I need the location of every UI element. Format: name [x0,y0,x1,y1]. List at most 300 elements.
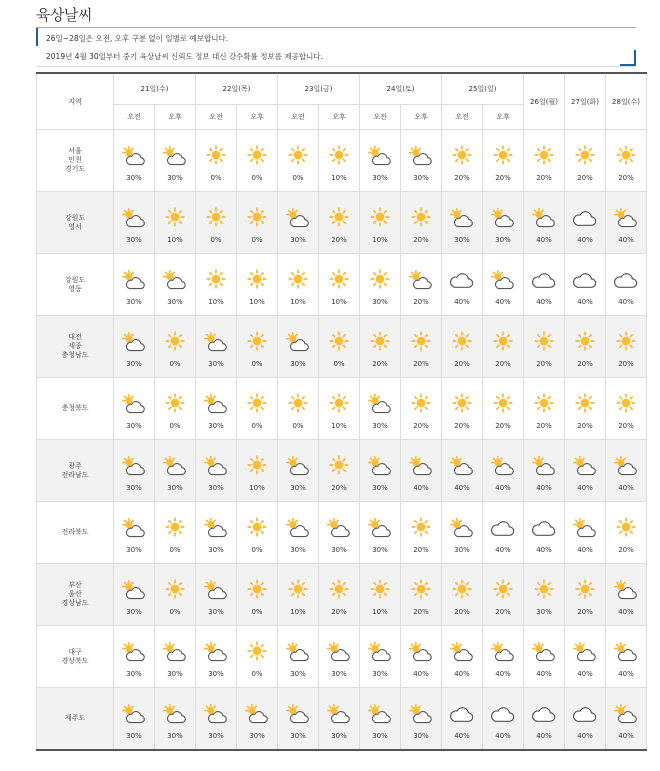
region-label: 광주 [68,461,82,470]
sunny-icon [329,455,349,475]
precip-probability: 40% [618,670,634,678]
precip-probability: 20% [413,546,429,554]
precip-probability: 20% [536,360,552,368]
sunny-icon [616,331,636,351]
forecast-cell [606,502,647,564]
partly-cloudy-icon [122,517,146,539]
forecast-cell [524,440,565,502]
region-name [37,378,114,440]
day-header: 26일(월) [524,73,565,130]
partly-cloudy-icon [204,641,228,663]
pm-header: 오후 [401,105,442,130]
partly-cloudy-icon [491,455,515,477]
region-label: 강원도 [64,213,86,222]
sunny-icon [575,393,595,413]
precip-probability: 20% [495,422,511,430]
cloudy-icon [531,517,557,539]
region-name [37,502,114,564]
precip-probability: 40% [577,298,593,306]
forecast-cell [114,378,155,440]
precip-probability: 0% [169,546,181,554]
forecast-cell [606,192,647,254]
sunny-icon [575,331,595,351]
precip-probability: 30% [126,174,142,182]
precip-probability: 30% [167,484,183,492]
forecast-cell [565,130,606,192]
forecast-cell [401,316,442,378]
partly-cloudy-icon [409,145,433,167]
sunny-icon [329,579,349,599]
precip-probability: 40% [454,484,470,492]
sunny-icon [329,331,349,351]
table-row [37,440,647,502]
precip-probability: 40% [577,546,593,554]
partly-cloudy-icon [286,207,310,229]
precip-probability: 10% [249,298,265,306]
forecast-cell [237,564,278,626]
forecast-cell [237,688,278,751]
sunny-icon [493,145,513,165]
precip-probability: 40% [495,732,511,740]
precip-probability: 20% [454,360,470,368]
region-label: 충청남도 [61,351,89,359]
precip-probability: 30% [126,608,142,616]
precip-probability: 20% [413,422,429,430]
precip-probability: 30% [167,732,183,740]
partly-cloudy-icon [368,455,392,477]
forecast-cell [360,254,401,316]
partly-cloudy-icon [368,641,392,663]
sunny-icon [165,331,185,351]
precip-probability: 0% [251,422,263,430]
forecast-cell [196,688,237,751]
partly-cloudy-icon [204,703,228,725]
region-name [37,254,114,316]
precip-probability: 30% [536,608,552,616]
forecast-cell [196,130,237,192]
forecast-cell [155,254,196,316]
notice-box [36,27,636,67]
sunny-icon [534,331,554,351]
precip-probability: 30% [290,236,306,244]
sunny-icon [575,145,595,165]
partly-cloudy-icon [532,207,556,229]
am-header: 오전 [442,105,483,130]
precip-probability: 30% [167,174,183,182]
forecast-cell [483,254,524,316]
sunny-icon [247,393,267,413]
sunny-icon [452,331,472,351]
partly-cloudy-icon [614,455,638,477]
precip-probability: 20% [577,174,593,182]
forecast-cell [319,688,360,751]
pm-header: 오후 [155,105,196,130]
partly-cloudy-icon [245,703,269,725]
precip-probability: 30% [126,298,142,306]
forecast-cell [606,130,647,192]
forecast-cell [278,192,319,254]
precip-probability: 10% [290,298,306,306]
precip-probability: 40% [454,670,470,678]
partly-cloudy-icon [614,703,638,725]
cloudy-icon [531,269,557,291]
partly-cloudy-icon [450,517,474,539]
partly-cloudy-icon [163,703,187,725]
am-header: 오전 [360,105,401,130]
partly-cloudy-icon [573,641,597,663]
forecast-cell [483,688,524,751]
precip-probability: 30% [454,236,470,244]
forecast-cell [442,316,483,378]
forecast-cell [524,564,565,626]
precip-probability: 30% [208,360,224,368]
partly-cloudy-icon [122,393,146,415]
sunny-icon [411,207,431,227]
partly-cloudy-icon [450,207,474,229]
precip-probability: 0% [169,608,181,616]
region-label: 강원도 [64,275,86,284]
partly-cloudy-icon [409,703,433,725]
partly-cloudy-icon [409,641,433,663]
forecast-cell [237,254,278,316]
sunny-icon [247,455,267,475]
table-row [37,130,647,192]
table-row [37,378,647,440]
precip-probability: 0% [292,422,304,430]
precip-probability: 20% [413,608,429,616]
forecast-cell [442,688,483,751]
partly-cloudy-icon [327,517,351,539]
precip-probability: 30% [249,732,265,740]
partly-cloudy-icon [368,393,392,415]
forecast-cell [114,254,155,316]
sunny-icon [206,207,226,227]
precip-probability: 30% [126,732,142,740]
sunny-icon [411,517,431,537]
precip-probability: 40% [495,670,511,678]
partly-cloudy-icon [532,455,556,477]
forecast-cell [360,502,401,564]
sunny-icon [165,207,185,227]
partly-cloudy-icon [327,703,351,725]
forecast-cell [606,440,647,502]
forecast-cell [319,378,360,440]
forecast-cell [483,440,524,502]
precip-probability: 20% [372,360,388,368]
forecast-cell [524,626,565,688]
sunny-icon [247,517,267,537]
day-header: 28일(수) [606,73,647,130]
forecast-cell [155,378,196,440]
precip-probability: 0% [251,546,263,554]
forecast-cell [114,440,155,502]
forecast-cell [565,378,606,440]
sunny-icon [247,331,267,351]
sunny-icon [534,393,554,413]
am-header: 오전 [196,105,237,130]
forecast-cell [606,254,647,316]
forecast-cell [319,254,360,316]
forecast-cell [442,192,483,254]
forecast-cell [237,502,278,564]
sunny-icon [329,393,349,413]
precip-probability: 30% [208,546,224,554]
precip-probability: 20% [618,422,634,430]
precip-probability: 30% [372,484,388,492]
precip-probability: 20% [454,174,470,182]
partly-cloudy-icon [573,455,597,477]
forecast-cell [237,378,278,440]
precip-probability: 10% [208,298,224,306]
precip-probability: 0% [292,174,304,182]
forecast-cell [360,192,401,254]
precip-probability: 30% [495,236,511,244]
cloudy-icon [572,269,598,291]
forecast-cell [278,502,319,564]
forecast-cell [524,254,565,316]
precip-probability: 40% [413,670,429,678]
partly-cloudy-icon [204,517,228,539]
cloudy-icon [490,517,516,539]
precip-probability: 0% [251,670,263,678]
am-header: 오전 [278,105,319,130]
partly-cloudy-icon [163,145,187,167]
precip-probability: 40% [618,236,634,244]
precip-probability: 30% [126,484,142,492]
forecast-cell [565,440,606,502]
partly-cloudy-icon [286,641,310,663]
sunny-icon [493,393,513,413]
forecast-cell [606,316,647,378]
table-row [37,626,647,688]
forecast-cell [483,192,524,254]
forecast-cell [278,564,319,626]
region-name [37,316,114,378]
precip-probability: 0% [333,360,345,368]
forecast-cell [237,192,278,254]
precip-probability: 30% [413,174,429,182]
precip-probability: 30% [290,484,306,492]
precip-probability: 40% [413,484,429,492]
cloudy-icon [572,703,598,725]
partly-cloudy-icon [286,331,310,353]
forecast-cell [524,130,565,192]
table-row [37,502,647,564]
forecast-cell [483,502,524,564]
forecast-cell [155,316,196,378]
day-header: 25일(일) [442,73,524,105]
forecast-cell [319,626,360,688]
region-name [37,440,114,502]
precip-probability: 20% [618,360,634,368]
precip-probability: 40% [536,236,552,244]
sunny-icon [452,579,472,599]
region-label: 서울 [68,147,82,155]
pm-header: 오후 [237,105,278,130]
sunny-icon [616,145,636,165]
region-label: 울산 [68,590,82,598]
forecast-cell [524,378,565,440]
forecast-cell [278,130,319,192]
precip-probability: 20% [454,608,470,616]
precip-probability: 0% [210,236,222,244]
precip-probability: 20% [331,608,347,616]
forecast-cell [565,192,606,254]
am-header: 오전 [114,105,155,130]
forecast-cell [278,316,319,378]
region-label: 부산 [68,581,82,589]
forecast-cell [565,688,606,751]
sunny-icon [206,145,226,165]
forecast-cell [442,502,483,564]
sunny-icon [493,331,513,351]
precip-probability: 40% [495,546,511,554]
cloudy-icon [449,703,475,725]
precip-probability: 20% [331,484,347,492]
cloudy-icon [490,703,516,725]
precip-probability: 40% [577,484,593,492]
precip-probability: 20% [413,236,429,244]
region-label: 영동 [68,284,82,293]
table-row [37,254,647,316]
sunny-icon [452,393,472,413]
region-name [37,626,114,688]
precip-probability: 0% [210,174,222,182]
sunny-icon [247,579,267,599]
sunny-icon [411,393,431,413]
precip-probability: 0% [169,422,181,430]
forecast-cell [114,564,155,626]
precip-probability: 10% [290,608,306,616]
day-header: 22일(목) [196,73,278,105]
precip-probability: 20% [413,360,429,368]
precip-probability: 30% [208,732,224,740]
precip-probability: 10% [372,236,388,244]
precip-probability: 30% [167,670,183,678]
sunny-icon [452,145,472,165]
region-name [37,564,114,626]
precip-probability: 20% [495,608,511,616]
forecast-cell [278,688,319,751]
partly-cloudy-icon [409,455,433,477]
table-row [37,688,647,751]
partly-cloudy-icon [532,641,556,663]
forecast-cell [155,130,196,192]
partly-cloudy-icon [491,269,515,291]
partly-cloudy-icon [122,703,146,725]
sunny-icon [247,269,267,289]
partly-cloudy-icon [204,331,228,353]
forecast-cell [237,626,278,688]
region-name [37,130,114,192]
table-row [37,192,647,254]
region-label: 전라북도 [61,528,89,536]
precip-probability: 40% [536,670,552,678]
partly-cloudy-icon [327,641,351,663]
precip-probability: 30% [126,670,142,678]
sunny-icon [247,641,267,661]
forecast-cell [196,440,237,502]
sunny-icon [247,145,267,165]
forecast-cell [155,502,196,564]
day-header: 24일(토) [360,73,442,105]
region-label: 대전 [68,333,82,341]
forecast-cell [442,564,483,626]
precip-probability: 30% [372,422,388,430]
forecast-cell [114,316,155,378]
forecast-cell [360,688,401,751]
sunny-icon [329,269,349,289]
cloudy-icon [449,269,475,291]
sunny-icon [411,579,431,599]
sunny-icon [288,579,308,599]
precip-probability: 40% [577,732,593,740]
precip-probability: 40% [536,546,552,554]
forecast-cell [319,192,360,254]
precip-probability: 0% [251,236,263,244]
partly-cloudy-icon [163,641,187,663]
notice-line-2: 2019년 4월 30일부터 중기 육상날씨 신뢰도 정보 대신 강수확률 정보를 제공합니다. [46,52,323,61]
precip-probability: 40% [495,484,511,492]
forecast-cell [278,378,319,440]
precip-probability: 40% [577,236,593,244]
partly-cloudy-icon [614,641,638,663]
forecast-cell [155,626,196,688]
precip-probability: 40% [454,732,470,740]
cloudy-icon [531,703,557,725]
partly-cloudy-icon [368,145,392,167]
precip-probability: 10% [331,422,347,430]
precip-probability: 30% [126,236,142,244]
precip-probability: 30% [372,670,388,678]
precip-probability: 30% [167,298,183,306]
precip-probability: 0% [251,174,263,182]
precip-probability: 20% [577,422,593,430]
forecast-cell [442,130,483,192]
partly-cloudy-icon [163,269,187,291]
precip-probability: 40% [536,732,552,740]
precip-probability: 10% [331,174,347,182]
precip-probability: 30% [208,422,224,430]
precip-probability: 40% [618,608,634,616]
partly-cloudy-icon [573,517,597,539]
forecast-cell [155,564,196,626]
forecast-cell [483,316,524,378]
notice-accent [36,28,38,46]
forecast-table [36,72,647,751]
precip-probability: 0% [169,360,181,368]
precip-probability: 30% [290,546,306,554]
partly-cloudy-icon [163,455,187,477]
region-label: 경기도 [64,165,86,173]
sunny-icon [534,579,554,599]
forecast-cell [196,316,237,378]
forecast-cell [401,502,442,564]
forecast-cell [114,502,155,564]
precip-probability: 10% [331,298,347,306]
sunny-icon [370,269,390,289]
forecast-cell [524,316,565,378]
forecast-cell [565,316,606,378]
partly-cloudy-icon [368,517,392,539]
region-name [37,192,114,254]
region-label: 영서 [68,222,82,231]
sunny-icon [370,207,390,227]
forecast-cell [483,378,524,440]
forecast-cell [114,130,155,192]
precip-probability: 30% [372,732,388,740]
forecast-cell [565,502,606,564]
